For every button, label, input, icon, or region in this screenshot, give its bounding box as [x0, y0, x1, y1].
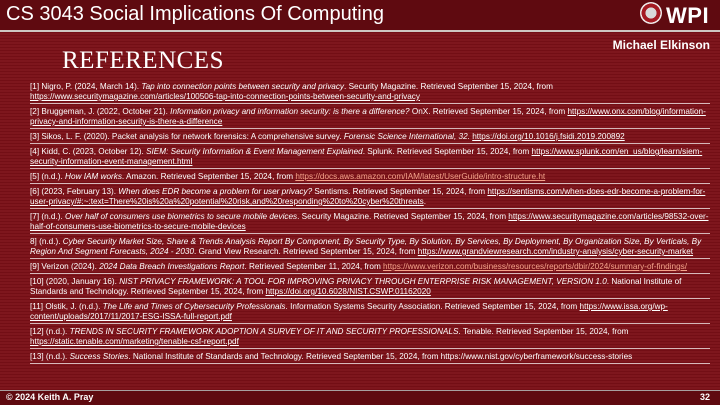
- reference-title: Forensic Science International, 32.: [343, 132, 470, 141]
- reference-list: [30, 82, 710, 367]
- reference-title: SIEM: Security Information & Event Management Explained: [146, 147, 363, 156]
- reference-item: [30, 237, 710, 259]
- reference-item: [30, 352, 710, 364]
- reference-item: [30, 172, 710, 184]
- page-number: 32: [699, 392, 710, 402]
- reference-author: [2] Bruggeman, J. (2022, October 21).: [30, 107, 171, 116]
- reference-tail: .: [423, 197, 426, 206]
- reference-author: [12] (n.d.).: [30, 327, 70, 336]
- reference-title: NIST PRIVACY FRAMEWORK: A TOOL FOR IMPROVING PRIVACY THROUGH ENTERPRISE RISK MANAGEMENT, VERSION 1.0: [119, 277, 607, 286]
- reference-author: [1] Nigro, P. (2024, March 14).: [30, 82, 142, 91]
- reference-link[interactable]: https://sentisms.com/when-does-edr-become-a-problem-for-user-privacy/#:~:text=There%20is%20a%20potential%20risk,and%20responding%20to%20cyber%20threats: [30, 187, 706, 206]
- reference-source: . Security Magazine. Retrieved September 15, 2024, from: [344, 82, 553, 91]
- reference-source: . National Institute of Standards and Technology. Retrieved September 15, 2024, from https://www.nist.gov/cyberframework/success-stories: [128, 352, 633, 361]
- reference-title: How IAM works: [65, 172, 122, 181]
- reference-author: [6] (2023, February 13).: [30, 187, 119, 196]
- reference-link[interactable]: https://www.splunk.com/en_us/blog/learn/siem-security-information-event-management.html: [30, 147, 703, 166]
- reference-link[interactable]: https://www.securitymagazine.com/articles/98532-over-half-of-consumers-use-biometrics-to-secure-mobile-devices: [30, 212, 709, 231]
- reference-link[interactable]: https://www.issa.org/wp-content/uploads/2017/11/2017-ESG-ISSA-full-report.pdf: [30, 302, 668, 321]
- course-title: CS 3043 Social Implications Of Computing: [6, 3, 384, 25]
- reference-title: Over half of consumers use biometrics to secure mobile devices: [65, 212, 298, 221]
- reference-author: [7] (n.d.).: [30, 212, 66, 221]
- reference-source: . Security Magazine. Retrieved September 15, 2024, from: [297, 212, 509, 221]
- reference-author: [3] Sikos, L. F. (2020). Packet analysis for network forensics: A comprehensive survey.: [30, 132, 344, 141]
- reference-source: . Splunk. Retrieved September 15, 2024, from: [362, 147, 532, 156]
- reference-link[interactable]: https://www.onx.com/blog/information-privacy-and-information-security-is-there-a-difference: [30, 107, 706, 126]
- copyright-text: © 2024 Keith A. Pray: [6, 392, 94, 402]
- reference-author: [5] (n.d.).: [30, 172, 66, 181]
- slide-heading: REFERENCES: [62, 47, 224, 74]
- reference-item: [30, 302, 710, 324]
- wpi-seal-icon: [640, 2, 662, 24]
- reference-source: Sentisms. Retrieved September 15, 2024, from: [312, 187, 488, 196]
- wpi-logo: WPI: [666, 3, 710, 28]
- reference-author: [11] Olstik, J. (n.d.).: [30, 302, 103, 311]
- reference-link[interactable]: https://www.grandviewresearch.com/industry-analysis/cyber-security-market: [417, 247, 694, 256]
- reference-title: 2024 Data Breach Investigations Report: [99, 262, 245, 271]
- reference-link[interactable]: https://doi.org/10.1016/j.fsidi.2019.200892: [472, 132, 625, 141]
- reference-title: The Life and Times of Cybersecurity Professionals: [102, 302, 286, 311]
- reference-source: . Tenable. Retrieved September 15, 2024, from: [458, 327, 629, 336]
- footer-bar: [0, 390, 720, 405]
- reference-source: . Information Systems Security Association. Retrieved September 15, 2024, from: [285, 302, 580, 311]
- reference-item: [30, 212, 710, 234]
- reference-item: [30, 187, 710, 209]
- reference-author: [10] (2020, January 16).: [30, 277, 120, 286]
- reference-item: [30, 327, 710, 349]
- reference-source: . Amazon. Retrieved September 15, 2024, from: [121, 172, 296, 181]
- reference-author: [4] Kidd, C. (2023, October 12).: [30, 147, 147, 156]
- reference-author: [9] Verizon (2024).: [30, 262, 100, 271]
- reference-title: When does EDR become a problem for user privacy?: [118, 187, 313, 196]
- reference-title: Tap into connection points between security and privacy: [141, 82, 345, 91]
- reference-item: [30, 132, 710, 144]
- reference-link[interactable]: https://static.tenable.com/marketing/tenable-csf-report.pdf: [30, 337, 239, 346]
- reference-link[interactable]: https://doi.org/10.6028/NIST.CSWP.01162020: [265, 287, 431, 296]
- reference-item: [30, 277, 710, 299]
- reference-link[interactable]: https://docs.aws.amazon.com/IAM/latest/UserGuide/intro-structure.ht: [295, 172, 546, 181]
- reference-link[interactable]: https://www.securitymagazine.com/articles/100506-tap-into-connection-points-between-security-and-privacy: [30, 92, 420, 101]
- reference-author: 8] (n.d.).: [30, 237, 63, 246]
- reference-author: [13] (n.d.).: [30, 352, 70, 361]
- reference-title: Cyber Security Market Size, Share & Trends Analysis Report By Component, By Security Type, By Solution, By Services, By Deployment, By Organization Size, By Verticals, By Region And Segment Forecasts, 2024 - 2030: [30, 237, 702, 256]
- reference-source: . Grand View Research. Retrieved September 15, 2024, from: [194, 247, 418, 256]
- reference-item: [30, 262, 710, 274]
- title-bar: [0, 0, 720, 32]
- reference-source: . Retrieved September 11, 2024, from: [244, 262, 384, 271]
- reference-title: Information privacy and information security: is there a difference?: [170, 107, 410, 116]
- reference-item: [30, 107, 710, 129]
- reference-source: OnX. Retrieved September 15, 2024, from: [409, 107, 568, 116]
- reference-link[interactable]: https://www.verizon.com/business/resources/reports/dbir/2024/summary-of-findings/: [383, 262, 688, 271]
- reference-item: [30, 82, 710, 104]
- reference-source: . National Institute of Standards and Technology. Retrieved September 15, 2024, from: [30, 277, 682, 296]
- reference-title: TRENDS IN SECURITY FRAMEWORK ADOPTION A SURVEY OF IT AND SECURITY PROFESSIONALS: [69, 327, 459, 336]
- reference-item: [30, 147, 710, 169]
- author-name: Michael Elkinson: [612, 38, 710, 52]
- reference-title: Success Stories: [69, 352, 129, 361]
